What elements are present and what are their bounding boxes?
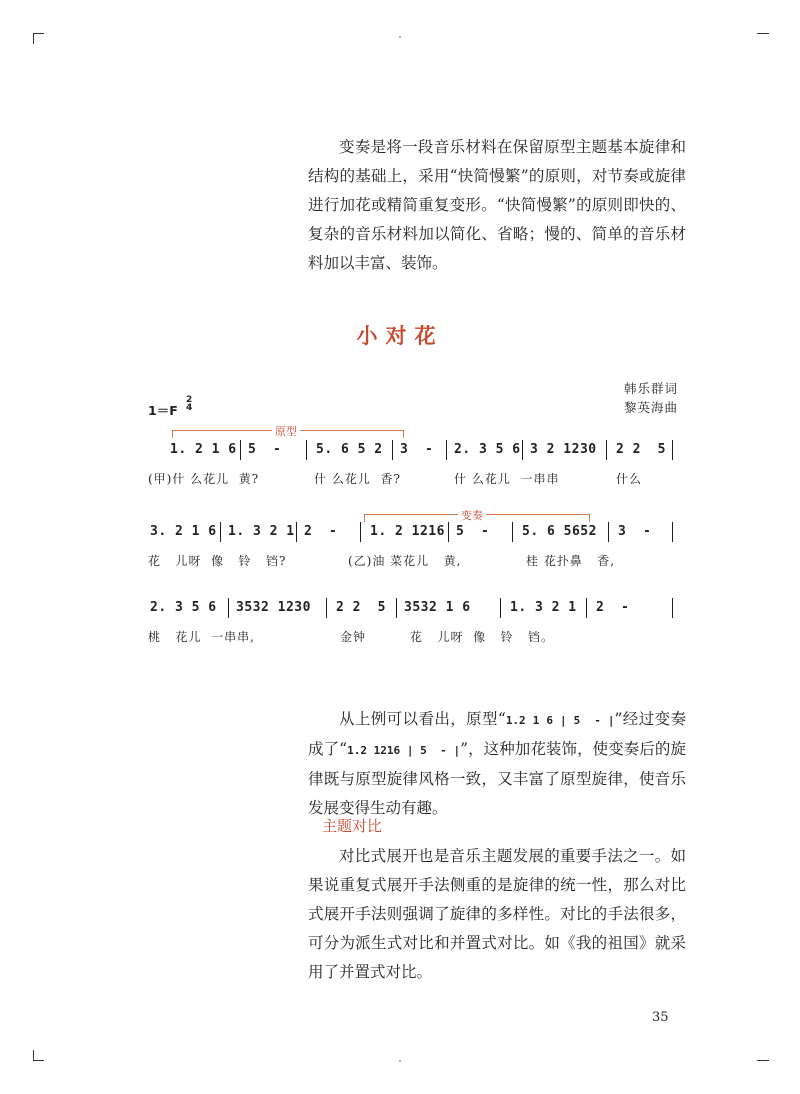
barline (360, 522, 361, 542)
lyric-line: 什么 (616, 472, 643, 486)
barline (326, 598, 327, 618)
lyric-line: 花 儿呀 像 铃 铛。 (410, 630, 554, 644)
time-signature-bottom: 4 (186, 403, 193, 413)
lyric-line: 什 么花儿 一串串 (454, 472, 560, 486)
barline (606, 440, 607, 460)
measure: 3532 1230 (236, 600, 311, 615)
lyric-line: 花 儿呀 像 铃 铛? (148, 554, 287, 568)
crop-mark-top-right (757, 33, 769, 34)
analysis-text: ”经过变奏成了“ (308, 710, 686, 758)
barline (586, 598, 587, 618)
composer-credit: 黎英海曲 (624, 400, 679, 415)
barline (500, 598, 501, 618)
crop-mark-bottom-right (757, 1060, 769, 1061)
analysis-text: 从上例可以看出，原型“ (339, 710, 506, 728)
barline (608, 522, 609, 542)
measure: 1. 3 2 1 (510, 600, 577, 615)
lyric-line: (乙)油 菜花儿 黄, (348, 554, 462, 568)
measure: 5 - (456, 524, 490, 539)
measure: 5. 6 5 2 (316, 442, 383, 457)
crop-mark-top-left (33, 33, 44, 44)
page-number: 35 (652, 1010, 669, 1025)
lyric-line: 金钟 (340, 630, 367, 644)
measure: 1. 3 2 1 (228, 524, 295, 539)
crop-mark-bottom-left (33, 1050, 44, 1061)
barline (306, 440, 307, 460)
analysis-paragraph (308, 705, 686, 823)
contrast-paragraph: 对比式展开也是音乐主题发展的重要手法之一。如果说重复式展开手法侧重的是旋律的统一性，那么对比式展开手法则强调了旋律的多样性。对比的手法很多，可分为派生式对比和并置式对比。如《我的祖国》就采用了并置式对比。 (308, 847, 686, 981)
measure: 1. 2 1 6 (170, 442, 237, 457)
barline (672, 440, 673, 460)
measure: 3 2 1230 (530, 442, 597, 457)
time-signature (186, 396, 192, 412)
barline (392, 440, 393, 460)
song-title: 小对花 (356, 323, 444, 348)
intro-paragraph: 变奏是将一段音乐材料在保留原型主题基本旋律和结构的基础上，采用“快简慢繁”的原则，对节奏或旋律进行加花或精简重复变形。“快简慢繁”的原则即快的、复杂的音乐材料加以简化、省略；慢的、简单的音乐材料加以丰富、装饰。 (308, 138, 686, 272)
measure: 2 - (304, 524, 338, 539)
measure: 5 - (248, 442, 282, 457)
original-snippet: 1.2 1 6 | 5 - | (505, 714, 615, 727)
analysis-text: ”，这种加花装饰，使变奏后的旋律既与原型旋律风格一致，又丰富了原型旋律，使音乐发展变得生动有趣。 (308, 740, 686, 817)
lyric-line: 什 么花儿 香? (314, 472, 401, 486)
measure: 2 2 5 (616, 442, 666, 457)
key-signature: 1＝F (148, 403, 178, 418)
variation-snippet: 1.2 1216 | 5 - | (347, 744, 461, 757)
barline (512, 522, 513, 542)
barline (672, 522, 673, 542)
variation-label: 变奏 (458, 507, 486, 523)
section-heading: 主题对比 (322, 817, 383, 835)
lyric-line: 桃 花儿 一串串, (148, 630, 255, 644)
registration-dot (399, 36, 401, 38)
measure: 2 2 5 (336, 600, 386, 615)
barline (396, 598, 397, 618)
barline (296, 522, 297, 542)
barline (448, 522, 449, 542)
measure: 2. 3 5 6 (454, 442, 521, 457)
barline (522, 440, 523, 460)
lyric-line: 桂 花扑鼻 香, (526, 554, 616, 568)
original-theme-label: 原型 (272, 423, 300, 439)
measure: 5. 6 5652 (522, 524, 597, 539)
barline (240, 440, 241, 460)
lyric-line: (甲)什 么花儿 黄? (148, 472, 260, 486)
barline (220, 522, 221, 542)
barline (228, 598, 229, 618)
measure: 2 - (596, 600, 630, 615)
lyricist-credit: 韩乐群词 (624, 381, 679, 396)
measure: 3532 1 6 (404, 600, 471, 615)
measure: 3. 2 1 6 (150, 524, 217, 539)
measure: 3 - (618, 524, 652, 539)
time-signature-top: 2 (186, 395, 193, 405)
registration-dot (399, 1060, 401, 1062)
measure: 1. 2 1216 (370, 524, 445, 539)
barline (672, 598, 673, 618)
measure: 2. 3 5 6 (150, 600, 217, 615)
barline (446, 440, 447, 460)
measure: 3 - (400, 442, 434, 457)
